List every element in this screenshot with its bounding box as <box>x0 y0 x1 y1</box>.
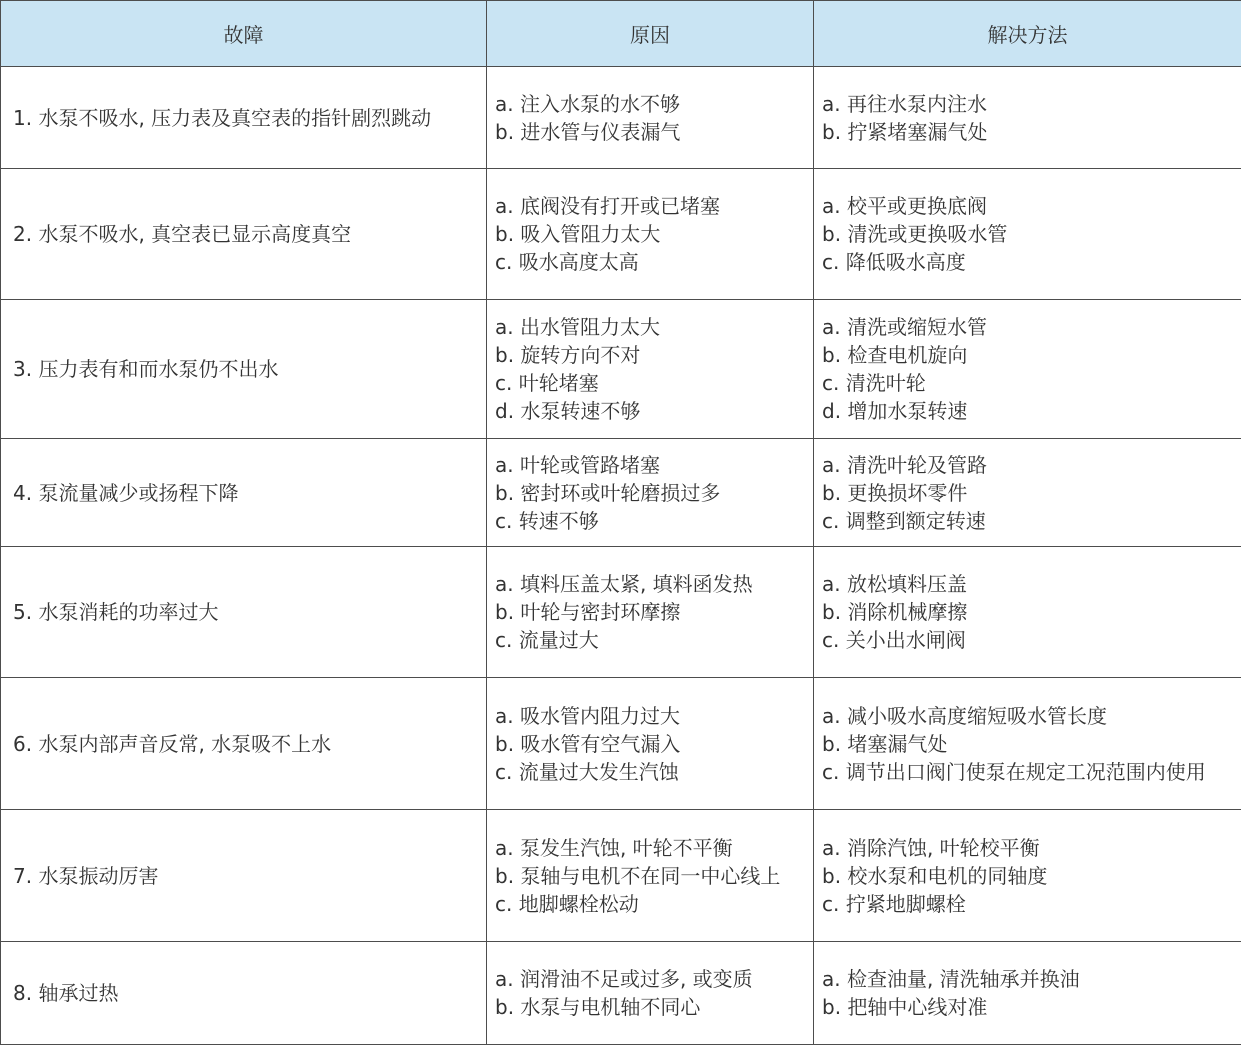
table-row <box>1 942 1241 1045</box>
cause-item: a. 注入水泵的水不够 <box>495 91 680 116</box>
solution-item: b. 把轴中心线对准 <box>822 995 988 1019</box>
cause-item: c. 地脚螺栓松动 <box>495 891 639 916</box>
solution-item: c. 拧紧地脚螺栓 <box>822 891 966 916</box>
cause-item: a. 底阀没有打开或已堵塞 <box>495 194 720 218</box>
cause-cell <box>487 942 814 1045</box>
table-header <box>1 1 1241 67</box>
cause-item: c. 流量过大发生汽蚀 <box>495 759 679 784</box>
cause-item: b. 吸入管阻力太大 <box>495 222 661 246</box>
table-row <box>1 678 1241 810</box>
solution-item: b. 校水泵和电机的同轴度 <box>822 863 1048 888</box>
solution-cell <box>814 169 1241 300</box>
table-row <box>1 300 1241 439</box>
cause-item: c. 吸水高度太高 <box>495 250 639 274</box>
cause-item: c. 转速不够 <box>495 508 599 533</box>
cause-cell <box>487 547 814 678</box>
fault-cell: 7. 水泵振动厉害 <box>1 810 487 942</box>
cause-item: b. 吸水管有空气漏入 <box>495 731 681 756</box>
fault-cell: 3. 压力表有和而水泵仍不出水 <box>1 300 487 439</box>
solution-cell <box>814 942 1241 1045</box>
solution-cell <box>814 67 1241 169</box>
header-row <box>1 1 1241 67</box>
cause-item: c. 流量过大 <box>495 628 599 652</box>
solution-cell <box>814 300 1241 439</box>
solution-item: c. 降低吸水高度 <box>822 250 966 274</box>
solution-item: b. 消除机械摩擦 <box>822 600 968 624</box>
cause-item: a. 泵发生汽蚀, 叶轮不平衡 <box>495 835 733 860</box>
cause-item: c. 叶轮堵塞 <box>495 371 599 395</box>
solution-item: c. 调整到额定转速 <box>822 508 986 533</box>
cause-cell <box>487 810 814 942</box>
table-row <box>1 810 1241 942</box>
solution-cell <box>814 678 1241 810</box>
solution-item: a. 校平或更换底阀 <box>822 194 987 218</box>
solution-item: b. 更换损坏零件 <box>822 480 968 505</box>
solution-item: b. 堵塞漏气处 <box>822 731 948 756</box>
solution-item: a. 减小吸水高度缩短吸水管长度 <box>822 703 1107 728</box>
fault-cell: 8. 轴承过热 <box>1 942 487 1045</box>
fault-cell: 5. 水泵消耗的功率过大 <box>1 547 487 678</box>
table-row <box>1 439 1241 547</box>
solution-item: c. 关小出水闸阀 <box>822 628 966 652</box>
cause-cell <box>487 439 814 547</box>
cause-cell <box>487 300 814 439</box>
header-cause: 原因 <box>487 1 814 67</box>
cause-item: a. 填料压盖太紧, 填料函发热 <box>495 572 753 596</box>
solution-item: b. 清洗或更换吸水管 <box>822 222 1008 246</box>
header-fault: 故障 <box>1 1 487 67</box>
cause-cell <box>487 169 814 300</box>
fault-cell: 4. 泵流量减少或扬程下降 <box>1 439 487 547</box>
solution-item: a. 再往水泵内注水 <box>822 91 987 116</box>
solution-item: c. 调节出口阀门使泵在规定工况范围内使用 <box>822 759 1206 784</box>
fault-cell: 1. 水泵不吸水, 压力表及真空表的指针剧烈跳动 <box>1 67 487 169</box>
solution-item: a. 清洗叶轮及管路 <box>822 452 987 477</box>
table-body <box>1 67 1241 1045</box>
cause-item: a. 叶轮或管路堵塞 <box>495 452 660 477</box>
solution-item: a. 清洗或缩短水管 <box>822 315 987 339</box>
header-solution: 解决方法 <box>814 1 1241 67</box>
cause-cell <box>487 678 814 810</box>
table-row <box>1 67 1241 169</box>
solution-item: b. 拧紧堵塞漏气处 <box>822 119 988 144</box>
table-row <box>1 169 1241 300</box>
solution-item: b. 检查电机旋向 <box>822 343 968 367</box>
cause-item: b. 旋转方向不对 <box>495 343 641 367</box>
solution-item: c. 清洗叶轮 <box>822 371 926 395</box>
solution-item: a. 检查油量, 清洗轴承并换油 <box>822 967 1080 991</box>
solution-item: a. 放松填料压盖 <box>822 572 967 596</box>
cause-cell <box>487 67 814 169</box>
cause-item: a. 吸水管内阻力过大 <box>495 703 680 728</box>
cause-item: b. 进水管与仪表漏气 <box>495 119 681 144</box>
solution-cell <box>814 439 1241 547</box>
fault-cell: 6. 水泵内部声音反常, 水泵吸不上水 <box>1 678 487 810</box>
cause-item: d. 水泵转速不够 <box>495 399 641 423</box>
cause-item: b. 水泵与电机轴不同心 <box>495 995 701 1019</box>
cause-item: b. 泵轴与电机不在同一中心线上 <box>495 863 781 888</box>
fault-cell: 2. 水泵不吸水, 真空表已显示高度真空 <box>1 169 487 300</box>
solution-cell <box>814 810 1241 942</box>
cause-item: b. 叶轮与密封环摩擦 <box>495 600 681 624</box>
solution-item: d. 增加水泵转速 <box>822 399 968 423</box>
solution-cell <box>814 547 1241 678</box>
cause-item: a. 出水管阻力太大 <box>495 315 660 339</box>
solution-item: a. 消除汽蚀, 叶轮校平衡 <box>822 835 1040 860</box>
cause-item: a. 润滑油不足或过多, 或变质 <box>495 967 753 991</box>
table-row <box>1 547 1241 678</box>
cause-item: b. 密封环或叶轮磨损过多 <box>495 480 721 505</box>
